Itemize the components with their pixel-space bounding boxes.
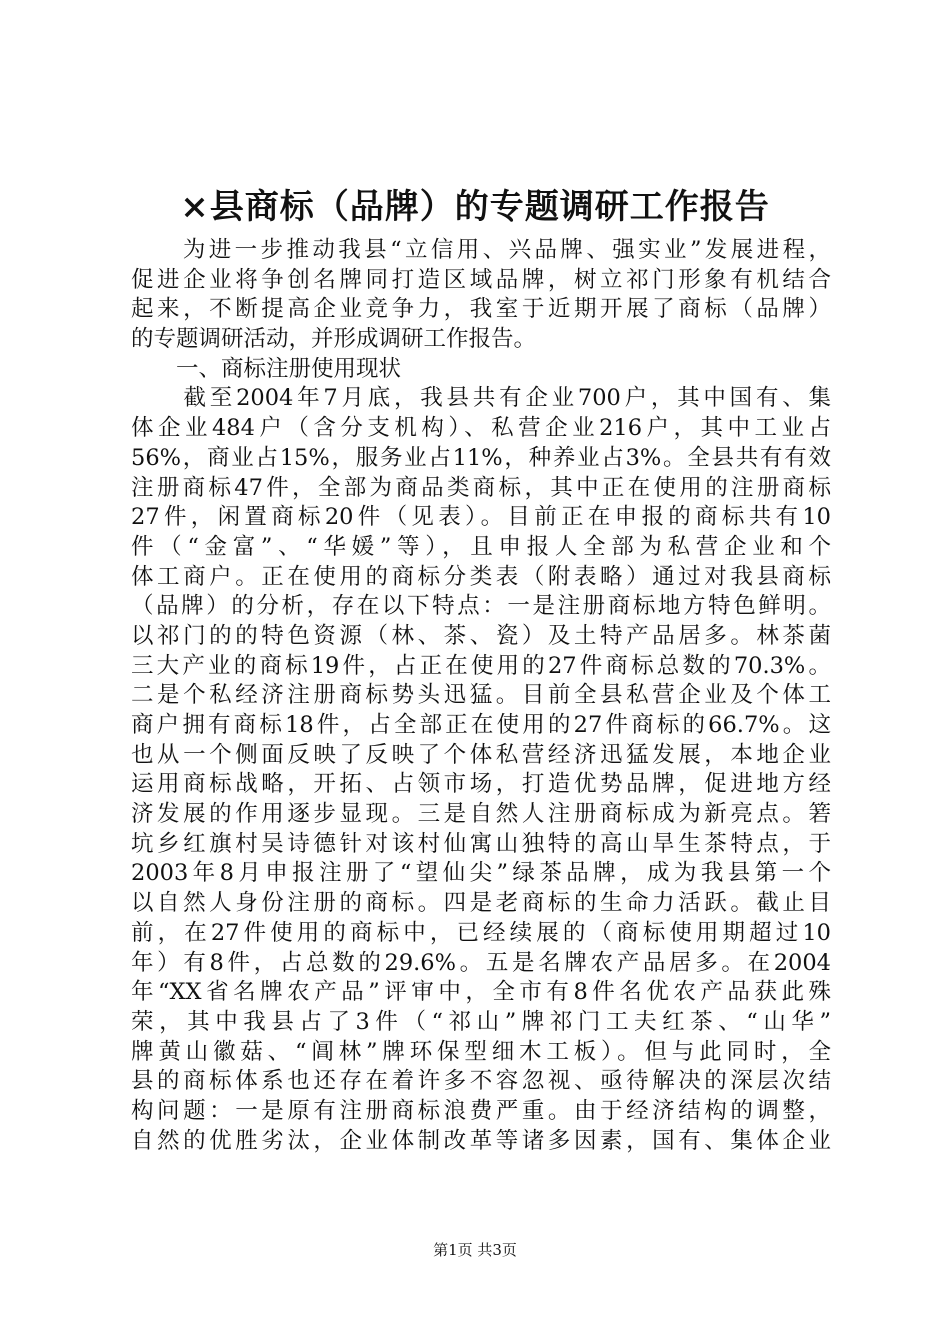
- body-text-line: 一、商标注册使用现状: [131, 355, 402, 382]
- body-text-line: 体工商户。正在使用的商标分类表（附表略）通过对我县商标: [131, 563, 831, 590]
- body-text-line: 以祁门的的特色资源（林、茶、瓷）及土特产品居多。林茶菌: [131, 622, 831, 649]
- body-text-line: 构问题：一是原有注册商标浪费严重。由于经济结构的调整，: [131, 1097, 831, 1124]
- body-text-line: 促进企业将争创名牌同打造区域品牌，树立祁门形象有机结合: [131, 266, 831, 293]
- body-text-line: 2003年8月申报注册了“望仙尖”绿茶品牌，成为我县第一个: [131, 860, 831, 887]
- body-text-line: 56%，商业占15%，服务业占11%，种养业占3%。全县共有有效: [131, 444, 831, 471]
- body-text-line: 三大产业的商标19件，占正在使用的27件商标总数的70.3%。: [131, 652, 831, 679]
- body-text-line: 截至2004年7月底，我县共有企业700户，其中国有、集: [131, 385, 831, 412]
- body-text-line: 牌黄山徽菇、“阊林”牌环保型细木工板）。但与此同时，全: [131, 1038, 831, 1065]
- body-text-line: 件（“金富”、“华媛”等），且申报人全部为私营企业和个: [131, 533, 831, 560]
- body-text-line: 以自然人身份注册的商标。四是老商标的生命力活跃。截止目: [131, 890, 831, 917]
- body-text-line: 二是个私经济注册商标势头迅猛。目前全县私营企业及个体工: [131, 682, 831, 709]
- body-text-line: 年“XX省名牌农产品”评审中，全市有8件名优农产品获此殊: [131, 979, 831, 1006]
- body-text-line: 前，在27件使用的商标中，已经续展的（商标使用期超过10: [131, 919, 831, 946]
- body-text-line: 县的商标体系也还存在着许多不容忽视、亟待解决的深层次结: [131, 1068, 831, 1095]
- page-number-footer: 第1页 共3页: [433, 1241, 517, 1259]
- body-text-line: 商户拥有商标18件，占全部正在使用的27件商标的66.7%。这: [131, 712, 831, 738]
- body-text-line: 年）有8件，占总数的29.6%。五是名牌农产品居多。在2004: [131, 949, 831, 976]
- body-text-line: 也从一个侧面反映了反映了个体私营经济迅猛发展，本地企业: [131, 741, 831, 768]
- body-text-line: 体企业484户（含分支机构）、私营企业216户，其中工业占: [131, 415, 831, 442]
- body-text-line: 坑乡红旗村吴诗德针对该村仙寓山独特的高山旱生茶特点，于: [131, 830, 831, 857]
- body-text-line: 自然的优胜劣汰，企业体制改革等诸多因素，国有、集体企业: [131, 1127, 831, 1154]
- body-text-line: 的专题调研活动，并形成调研工作报告。: [131, 326, 537, 353]
- body-text-line: 荣，其中我县占了3件（“祁山”牌祁门工夫红茶、“山华”: [131, 1008, 831, 1035]
- body-text-line: 起来，不断提高企业竞争力，我室于近期开展了商标（品牌）: [131, 296, 831, 323]
- body-text-line: 注册商标47件，全部为商品类商标，其中正在使用的注册商标: [131, 474, 831, 501]
- body-text-line: 为进一步推动我县“立信用、兴品牌、强实业”发展进程，: [131, 237, 831, 263]
- body-text-line: 济发展的作用逐步显现。三是自然人注册商标成为新亮点。箬: [131, 801, 831, 828]
- body-text-line: （品牌）的分析，存在以下特点：一是注册商标地方特色鲜明。: [131, 593, 831, 620]
- body-text-line: 27件，闲置商标20件（见表）。目前正在申报的商标共有10: [131, 504, 831, 531]
- body-text-line: 运用商标战略，开拓、占领市场，打造优势品牌，促进地方经: [131, 771, 831, 798]
- document-body: [131, 236, 831, 1156]
- document-title: ×县商标（品牌）的专题调研工作报告: [180, 187, 770, 227]
